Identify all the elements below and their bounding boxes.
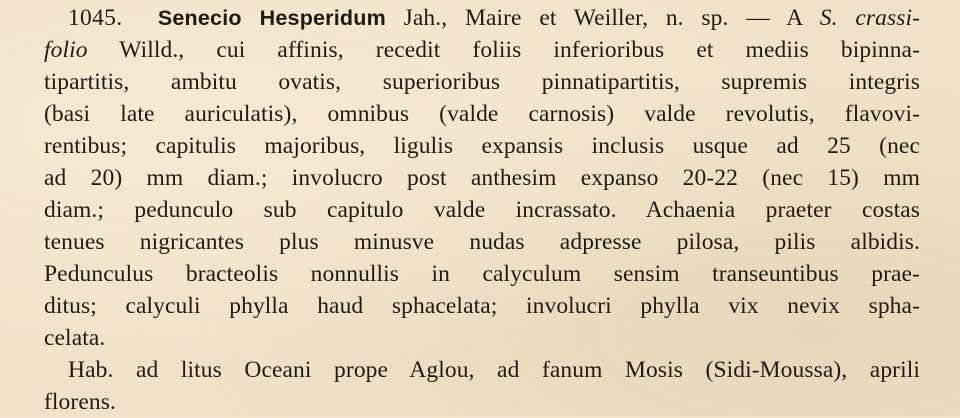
compare-species-epithet: crassi-: [855, 5, 921, 31]
species-name: Senecio Hesperidum: [157, 6, 386, 30]
description-line: diam.; pedunculo sub capitulo valde incrassato. Achaenia praeter costas: [44, 197, 920, 223]
description-line: [44, 34, 920, 66]
description-line: ditus; calyculi phylla haud sphacelata; involucri phylla vix nevix spha-: [44, 293, 920, 319]
entry-heading-line: [44, 2, 920, 34]
compare-species-epithet-end: folio: [44, 37, 88, 63]
species-authors: Jah., Maire et Weiller, n. sp. — A: [403, 5, 803, 31]
compare-species-genus: S.: [819, 5, 838, 31]
description-line: celata.: [44, 325, 106, 351]
description-line: tenues nigricantes plus minusve nudas adpresse pilosa, pilis albidis.: [44, 229, 920, 255]
description-line: tipartitis, ambitu ovatis, superioribus pinnatipartitis, supremis integris: [44, 69, 920, 95]
description-line: rentibus; capitulis majoribus, ligulis expansis inclusis usque ad 25 (nec: [44, 133, 920, 159]
description-line: ad 20) mm diam.; involucro post anthesim expanso 20-22 (nec 15) mm: [44, 165, 920, 191]
species-entry: [44, 2, 920, 418]
description-line: (basi late auriculatis), omnibus (valde carnosis) valde revolutis, flavovi-: [44, 101, 920, 127]
habitat-line: florens.: [44, 389, 116, 415]
habitat-line: Hab. ad litus Oceani prope Aglou, ad fanum Mosis (Sidi-Moussa), aprili: [68, 357, 920, 383]
description-text: Willd., cui affinis, recedit foliis inferioribus et mediis bipinna-: [119, 37, 921, 63]
description-line: Pedunculus bracteolis nonnullis in calyculum sensim transeuntibus prae-: [44, 261, 920, 287]
entry-number: 1045.: [68, 5, 123, 31]
